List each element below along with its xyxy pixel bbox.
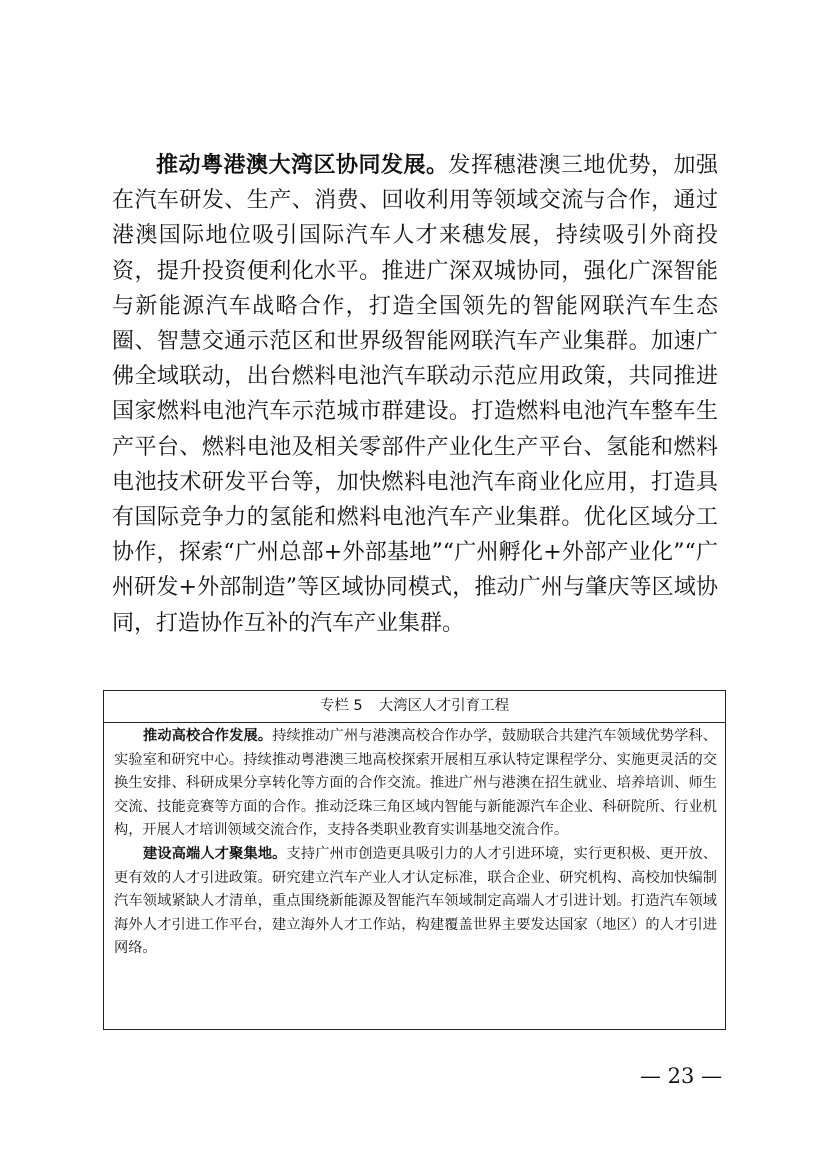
box-paragraph-2-text: 支持广州市创造更具吸引力的人才引进环境，实行更积极、更开放、更有效的人才引进政策。研究建立汽车产业人才认定标准，联合企业、研究机构、高校加快编制汽车领域紧缺人才清单，重点围绕新能源及智能汽车领域制定高端人才引进计划。打造汽车领域海外人才引进工作平台，建立海外人才工作站，构建覆盖世界主要发达国家（地区）的人才引进网络。 <box>114 845 717 957</box>
main-paragraph-lead: 推动粤港澳大湾区协同发展。 <box>156 153 449 178</box>
box-title-label: 专栏 5 <box>319 698 363 714</box>
main-paragraph-text: 发挥穗港澳三地优势，加强在汽车研发、生产、消费、回收利用等领域交流与合作，通过港澳国际地位吸引国际汽车人才来穗发展，持续吸引外商投资，提升投资便利化水平。推进广深双城协同，强化广深智能与新能源汽车战略合作，打造全国领先的智能网联汽车生态圈、智慧交通示范区和世界级智能网联汽车产业集群。加速广佛全域联动，出台燃料电池汽车联动示范应用政策，共同推进国家燃料电池汽车示范城市群建设。打造燃料电池汽车整车生产平台、燃料电池及相关零部件产业化生产平台、氢能和燃料电池技术研发平台等，加快燃料电池汽车商业化应用，打造具有国际竞争力的氢能和燃料电池汽车产业集群。优化区域分工协作，探索“广州总部+外部基地”“广州孵化+外部产业化”“广州研发+外部制造”等区域协同模式，推动广州与肇庆等区域协同，打造协作互补的汽车产业集群。 <box>112 153 718 636</box>
page-number: — 23 — <box>640 1064 723 1088</box>
sidebar-box <box>103 690 726 1030</box>
box-paragraph-1-text: 持续推动广州与港澳高校合作办学，鼓励联合共建汽车领域优势学科、实验室和研究中心。持续推动粤港澳三地高校探索开展相互承认特定课程学分、实施更灵活的交换生安排、科研成果分享转化等方面的合作交流。推进广州与港澳在招生就业、培养培训、师生交流、技能竞赛等方面的合作。推动泛珠三角区域内智能与新能源汽车企业、科研院所、行业机构，开展人才培训领域交流合作，支持各类职业教育实训基地交流合作。 <box>114 728 717 839</box>
box-paragraph-2 <box>114 843 717 961</box>
box-title-text: 大湾区人才引育工程 <box>378 698 510 714</box>
box-body <box>104 723 725 961</box>
main-section <box>112 148 718 641</box>
box-paragraph-1-lead: 推动高校合作发展。 <box>143 728 273 744</box>
box-paragraph-2-lead: 建设高端人才聚集地。 <box>143 845 287 862</box>
main-paragraph <box>112 148 718 641</box>
box-paragraph-1 <box>114 725 717 843</box>
box-title <box>104 691 725 723</box>
